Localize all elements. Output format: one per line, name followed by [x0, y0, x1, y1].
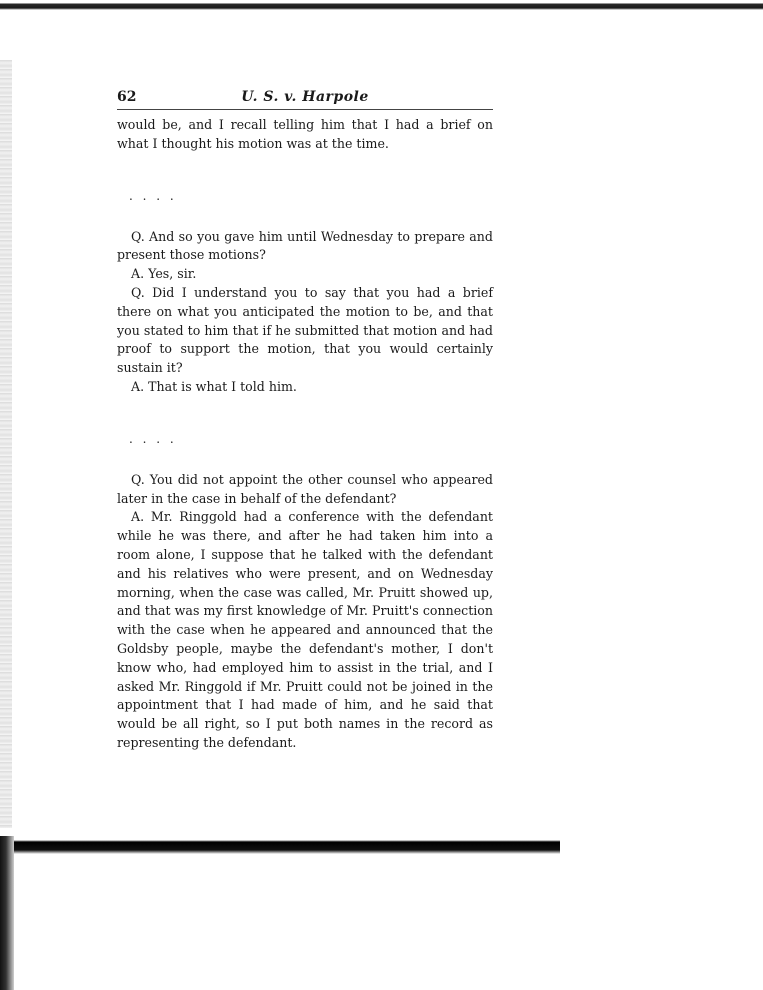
- answer-paragraph: A. Yes, sir.: [131, 266, 197, 282]
- scan-corner-shadow: [0, 836, 14, 990]
- answer-paragraph: A. Mr. Ringgold had a conference with the defendant while he was there, and after he had taken him into a room alone, I suppose that he talked with the defendant and his relatives who were present, and on Wednesday morning, when the case was called, Mr. Pruitt showed up, and that was my first knowledge of Mr. Pruitt's connection with the case when he appeared and announced that the Goldsby people, maybe the defendant's mother, I don't know who, had employed him to assist in the trial, and I asked Mr. Ringgold if Mr. Pruitt could not be joined in the appointment that I had made of him, and he said that would be all right, so I put both names in the record as representing the defendant.: [117, 509, 493, 750]
- question-paragraph: Q. You did not appoint the other counsel who appeared later in the case in behalf of the defendant?: [117, 471, 493, 506]
- page-number: 62: [117, 89, 137, 105]
- question-paragraph: Q. And so you gave him until Wednesday to prepare and present those motions?: [117, 228, 493, 263]
- scan-top-edge: [0, 0, 763, 10]
- page-header: [117, 87, 493, 110]
- omission-ellipsis: . . . .: [129, 188, 177, 203]
- omission-ellipsis: . . . .: [129, 431, 177, 446]
- scan-bottom-edge: [0, 828, 560, 858]
- question-paragraph: Q. Did I understand you to say that you had a brief there on what you anticipated the motion to be, and that you stated to him that if he submitted that motion and had proof to support the motion, that you would certainly sustain it?: [117, 284, 493, 376]
- answer-paragraph: A. That is what I told him.: [131, 378, 297, 394]
- paragraph-continuation: would be, and I recall telling him that I had a brief on what I thought his motion was at the time.: [117, 117, 493, 151]
- document-body: [117, 116, 493, 753]
- running-title: U. S. v. Harpole: [241, 89, 369, 105]
